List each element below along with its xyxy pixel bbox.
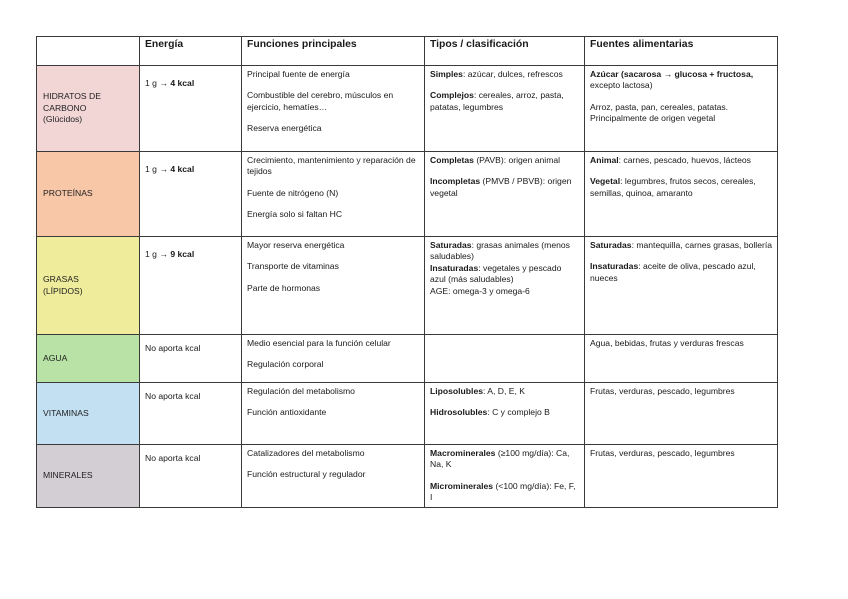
table-row <box>37 237 778 335</box>
table-row <box>37 335 778 383</box>
type-label: Insaturadas <box>430 262 479 273</box>
header-cell-empty <box>37 37 140 66</box>
nutrient-name-line: VITAMINAS <box>43 407 89 418</box>
functions-cell <box>242 445 425 508</box>
sources-cell <box>585 445 778 508</box>
energy-cell <box>140 66 242 152</box>
source-text: : aceite de oliva, pescado azul, nueces <box>590 261 756 283</box>
nutrient-name-line: AGUA <box>43 352 68 363</box>
source-item <box>590 448 772 459</box>
type-text: (PMVB / PBVB): origen vegetal <box>430 176 572 198</box>
nutrient-name-cell <box>37 66 140 152</box>
spacer <box>430 80 579 90</box>
function-item: Función estructural y regulador <box>247 469 366 480</box>
table-body <box>37 66 778 508</box>
source-label: Azúcar (sacarosa → glucosa + fructosa, <box>590 69 754 79</box>
source-item <box>590 386 772 397</box>
energy-value: 4 kcal <box>170 78 195 88</box>
function-item: Fuente de nitrógeno (N) <box>247 187 339 198</box>
types-cell <box>425 445 585 508</box>
source-text: Agua, bebidas, frutas y verduras frescas <box>590 338 744 348</box>
spacer <box>247 397 419 407</box>
type-text: : vegetales y pescado azul (más saludables) <box>430 262 562 285</box>
header-cell-types: Tipos / clasificación <box>425 37 585 66</box>
energy-cell <box>140 383 242 445</box>
energy-text <box>145 164 236 175</box>
function-item: Transporte de vitaminas <box>247 261 339 272</box>
nutrient-name-line: PROTEÍNAS <box>43 188 93 199</box>
nutrient-name-cell <box>37 237 140 335</box>
nutrient-name-cell <box>37 445 140 508</box>
type-text: (PAVB): origen animal <box>473 155 561 165</box>
spacer <box>430 397 579 407</box>
type-text: (≥100 mg/día): Ca, Na, K <box>430 448 570 470</box>
type-label: Simples <box>430 69 463 79</box>
types-cell <box>425 335 585 383</box>
source-item <box>590 176 772 199</box>
source-text: : legumbres, frutos secos, cereales, semillas, quinoa, amaranto <box>590 176 756 198</box>
energy-text <box>145 453 236 464</box>
header-cell-energy: Energía <box>140 37 242 66</box>
energy-prefix: No aporta kcal <box>145 453 201 463</box>
sources-cell <box>585 66 778 152</box>
type-item <box>430 90 579 113</box>
energy-text <box>145 343 236 354</box>
source-item <box>590 261 772 284</box>
source-text: Frutas, verduras, pescado, legumbres <box>590 448 735 458</box>
function-item: Regulación del metabolismo <box>247 386 355 396</box>
type-label: Incompletas <box>430 176 481 187</box>
function-item: Mayor reserva energética <box>247 240 345 250</box>
type-text: : A, D, E, K <box>483 386 526 396</box>
type-label: Liposolubles <box>430 386 483 396</box>
header-cell-functions: Funciones principales <box>242 37 425 66</box>
energy-text <box>145 391 236 402</box>
spacer <box>247 459 419 469</box>
type-text: : grasas animales (menos saludables) <box>430 240 570 262</box>
energy-prefix: No aporta kcal <box>145 343 201 353</box>
spacer <box>430 166 579 176</box>
source-label: Insaturadas <box>590 261 639 272</box>
nutrient-name-cell <box>37 383 140 445</box>
energy-prefix: 1 g → <box>145 249 171 259</box>
source-label: Saturadas <box>590 240 632 250</box>
energy-cell <box>140 335 242 383</box>
type-label: Completas <box>430 155 474 165</box>
source-item <box>590 240 772 251</box>
type-label: Macrominerales <box>430 448 496 458</box>
types-cell <box>425 152 585 237</box>
type-text: AGE: omega-3 y omega-6 <box>430 285 530 296</box>
source-item <box>590 102 772 125</box>
spacer <box>247 178 419 188</box>
type-item <box>430 240 579 263</box>
types-cell <box>425 66 585 152</box>
sources-cell <box>585 237 778 335</box>
energy-value: 9 kcal <box>170 249 195 259</box>
type-text: : cereales, arroz, pasta, patatas, legumbres <box>430 90 564 112</box>
type-label: Complejos <box>430 90 474 101</box>
type-item <box>430 386 579 397</box>
spacer <box>247 199 419 209</box>
source-text: : carnes, pescado, huevos, lácteos <box>618 155 751 165</box>
energy-cell <box>140 237 242 335</box>
function-item: Parte de hormonas <box>247 282 321 293</box>
table-row <box>37 152 778 237</box>
functions-cell <box>242 335 425 383</box>
source-text: Arroz, pasta, pan, cereales, patatas. Principalmente de origen vegetal <box>590 101 729 124</box>
functions-cell <box>242 383 425 445</box>
energy-cell <box>140 152 242 237</box>
energy-prefix: 1 g → <box>145 78 171 88</box>
type-item <box>430 155 579 166</box>
functions-cell <box>242 152 425 237</box>
function-item: Crecimiento, mantenimiento y reparación de tejidos <box>247 155 416 177</box>
spacer <box>247 113 419 123</box>
table-row <box>37 66 778 152</box>
nutrient-name-line: CARBONO <box>43 102 87 113</box>
sources-cell <box>585 383 778 445</box>
spacer <box>247 273 419 283</box>
source-item <box>590 338 772 349</box>
function-item: Catalizadores del metabolismo <box>247 448 365 458</box>
type-item <box>430 69 579 80</box>
spacer <box>590 166 772 176</box>
source-label: Animal <box>590 155 619 165</box>
source-text: excepto lactosa) <box>590 80 653 91</box>
spacer <box>247 251 419 261</box>
type-label: Saturadas <box>430 240 472 250</box>
energy-text <box>145 78 236 89</box>
nutrient-name-cell <box>37 335 140 383</box>
spacer <box>590 251 772 261</box>
energy-cell <box>140 445 242 508</box>
sources-cell <box>585 152 778 237</box>
type-item <box>430 263 579 286</box>
type-text: (<100 mg/día): Fe, F, I <box>430 480 576 503</box>
functions-cell <box>242 237 425 335</box>
header-cell-sources: Fuentes alimentarias <box>585 37 778 66</box>
type-item <box>430 407 579 418</box>
type-item <box>430 176 579 199</box>
energy-prefix: No aporta kcal <box>145 391 201 401</box>
nutrient-name-line: HIDRATOS DE <box>43 91 101 102</box>
types-cell <box>425 237 585 335</box>
table-row <box>37 383 778 445</box>
type-item <box>430 481 579 504</box>
header-row <box>37 37 778 66</box>
nutrient-name-line: MINERALES <box>43 470 93 481</box>
spacer <box>590 92 772 102</box>
spacer <box>247 349 419 359</box>
function-item: Función antioxidante <box>247 407 327 418</box>
energy-text <box>145 249 236 260</box>
type-item <box>430 448 579 471</box>
type-item <box>430 286 579 297</box>
nutrient-table <box>36 36 778 508</box>
function-item: Reserva energética <box>247 123 322 134</box>
function-item: Medio esencial para la función celular <box>247 338 391 348</box>
spacer <box>430 471 579 481</box>
source-label: Vegetal <box>590 176 621 187</box>
table-row <box>37 445 778 508</box>
function-item: Combustible del cerebro, músculos en ejercicio, hematíes… <box>247 90 394 112</box>
type-text: : azúcar, dulces, refrescos <box>462 69 563 79</box>
nutrient-name-line: (Glúcidos) <box>43 114 83 125</box>
nutrient-name-cell <box>37 152 140 237</box>
energy-prefix: 1 g → <box>145 164 171 174</box>
function-item: Regulación corporal <box>247 359 324 370</box>
source-text: : mantequilla, carnes grasas, bollería <box>631 240 772 250</box>
source-item <box>590 69 772 92</box>
source-item <box>590 155 772 166</box>
energy-value: 4 kcal <box>170 164 195 174</box>
type-text: : C y complejo B <box>487 407 550 418</box>
nutrient-name-line: (LÍPIDOS) <box>43 285 83 296</box>
nutrient-name-line: GRASAS <box>43 274 79 285</box>
type-label: Microminerales <box>430 480 494 491</box>
function-item: Principal fuente de energía <box>247 69 350 79</box>
source-text: Frutas, verduras, pescado, legumbres <box>590 386 735 396</box>
functions-cell <box>242 66 425 152</box>
type-label: Hidrosolubles <box>430 407 488 418</box>
sources-cell <box>585 335 778 383</box>
function-item: Energía solo si faltan HC <box>247 209 343 220</box>
spacer <box>247 80 419 90</box>
types-cell <box>425 383 585 445</box>
